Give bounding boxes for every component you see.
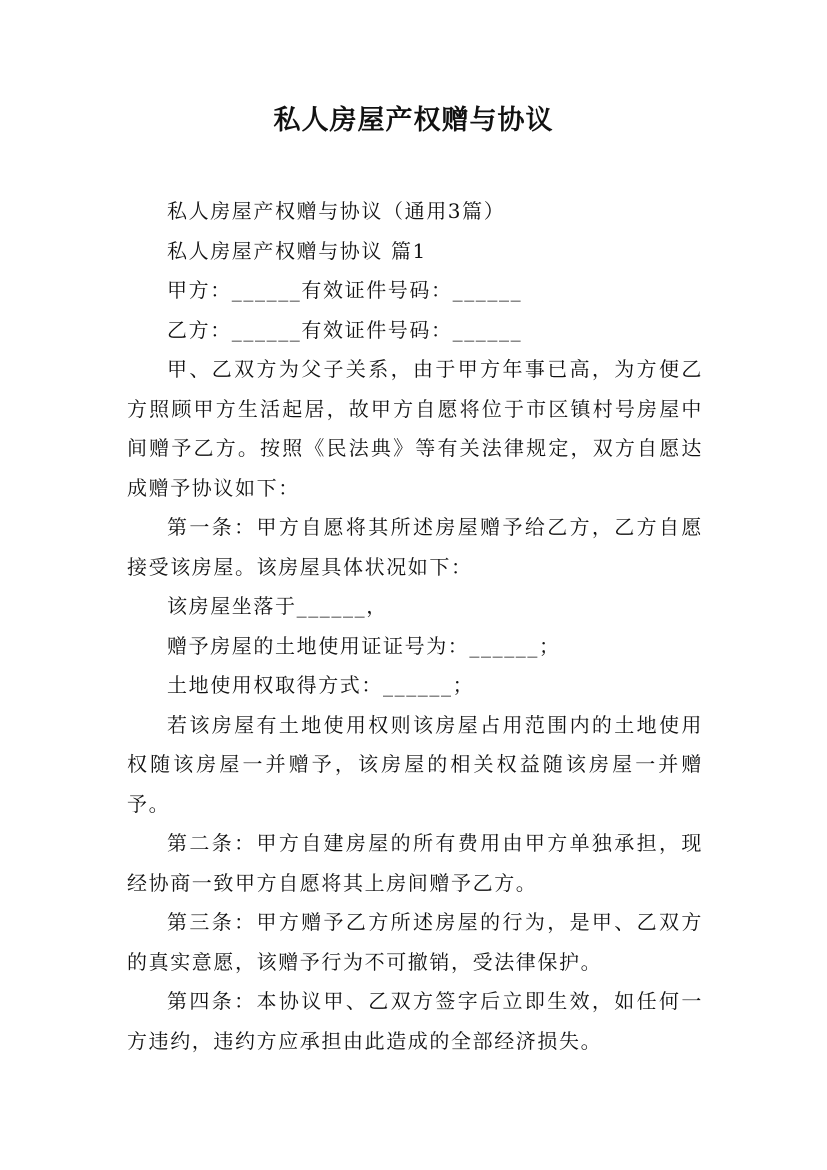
document-body [127,192,703,1061]
paragraph-section-heading: 私人房屋产权赠与协议 篇1 [167,238,427,263]
paragraph-land-rights: 若该房屋有土地使用权则该房屋占用范围内的土地使用权随该房屋一并赠予，该房屋的相关权益随该房屋一并赠予。 [127,712,703,816]
paragraph-land-acquisition: 土地使用权取得方式：______； [167,673,475,697]
paragraph-subtitle: 私人房屋产权赠与协议（通用3篇） [167,199,506,223]
paragraph-party-b: 乙方：______有效证件号码：______ [167,317,523,342]
paragraph-article-1: 第一条：甲方自愿将其所述房屋赠予给乙方，乙方自愿接受该房屋。该房屋具体状况如下： [127,515,703,579]
paragraph-article-2: 第二条：甲方自建房屋的所有费用由甲方单独承担，现经协商一致甲方自愿将其上房间赠予乙方。 [127,831,703,895]
paragraph-location: 该房屋坐落于______， [167,594,388,618]
paragraph-land-certificate: 赠予房屋的土地使用证证号为：______； [167,633,561,658]
document-title: 私人房屋产权赠与协议 [273,105,554,136]
paragraph-party-a: 甲方：______有效证件号码：______ [167,278,523,302]
paragraph-preamble: 甲、乙双方为父子关系，由于甲方年事已高，为方便乙方照顾甲方生活起居，故甲方自愿将位于市区镇村号房屋中间赠予乙方。按照《民法典》等有关法律规定，双方自愿达成赠予协议如下： [127,357,703,500]
paragraph-article-3: 第三条：甲方赠予乙方所述房屋的行为，是甲、乙双方的真实意愿，该赠予行为不可撤销，受法律保护。 [127,910,703,974]
paragraph-article-4: 第四条：本协议甲、乙双方签字后立即生效，如任何一方违约，违约方应承担由此造成的全部经济损失。 [127,989,703,1053]
